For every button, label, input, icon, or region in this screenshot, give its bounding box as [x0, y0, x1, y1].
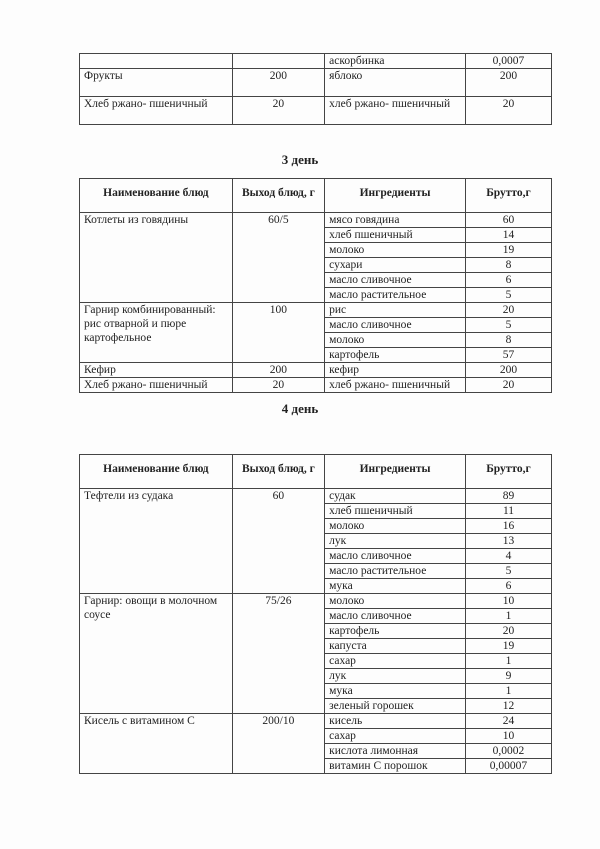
top-continuation-table — [79, 53, 552, 125]
ingredient-cell: масло сливочное — [325, 273, 466, 288]
dish-cell: Фрукты — [80, 69, 233, 97]
header-gross: Брутто,г — [465, 455, 551, 489]
dish-name-cell: Тефтели из судака — [80, 489, 233, 594]
table-row — [80, 594, 552, 609]
gross-cell: 19 — [465, 243, 551, 258]
ingredient-cell: лук — [325, 669, 466, 684]
gross-cell: 8 — [465, 333, 551, 348]
gross-cell: 9 — [465, 669, 551, 684]
yield-cell: 200 — [232, 69, 324, 97]
gross-cell: 200 — [465, 363, 551, 378]
day3-title: 3 день — [281, 152, 319, 167]
table-row — [80, 54, 552, 69]
gross-cell: 57 — [465, 348, 551, 363]
header-gross: Брутто,г — [465, 179, 551, 213]
ingredient-cell: мука — [325, 684, 466, 699]
ingredient-cell: судак — [325, 489, 466, 504]
gross-cell: 24 — [465, 714, 551, 729]
table-row — [80, 303, 552, 318]
day4-body — [80, 489, 552, 774]
ingredient-cell: кефир — [325, 363, 466, 378]
gross-cell: 14 — [465, 228, 551, 243]
gross-cell: 13 — [465, 534, 551, 549]
ingredient-cell: витамин С порошок — [325, 759, 466, 774]
ingredient-cell: кисель — [325, 714, 466, 729]
ingredient-cell: хлеб пшеничный — [325, 504, 466, 519]
ingredient-cell: масло сливочное — [325, 549, 466, 564]
ingredient-cell: молоко — [325, 519, 466, 534]
ingredient-cell: лук — [325, 534, 466, 549]
gross-cell: 1 — [465, 684, 551, 699]
gross-cell: 0,00007 — [465, 759, 551, 774]
ingredient-cell: сахар — [325, 654, 466, 669]
yield-cell — [232, 54, 324, 69]
dish-name-cell: Гарнир комбинированный: рис отварной и пюре картофельное — [80, 303, 233, 363]
gross-cell: 0,0002 — [465, 744, 551, 759]
header-dish: Наименование блюд — [80, 179, 233, 213]
dish-yield-cell: 60 — [232, 489, 324, 594]
header-ingredients: Ингредиенты — [325, 455, 466, 489]
dish-name-cell: Котлеты из говядины — [80, 213, 233, 303]
gross-cell: 20 — [465, 378, 551, 393]
ingredient-cell: сухари — [325, 258, 466, 273]
ingredient-cell: зеленый горошек — [325, 699, 466, 714]
dish-name-cell: Гарнир: овощи в молочном соусе — [80, 594, 233, 714]
dish-name-cell: Кефир — [80, 363, 233, 378]
day3-menu-table — [79, 178, 552, 393]
ingredient-cell: хлеб пшеничный — [325, 228, 466, 243]
dish-yield-cell: 20 — [232, 378, 324, 393]
table-row — [80, 489, 552, 504]
header-dish: Наименование блюд — [80, 455, 233, 489]
gross-cell: 6 — [465, 273, 551, 288]
gross-cell: 19 — [465, 639, 551, 654]
ingredient-cell: мука — [325, 579, 466, 594]
gross-cell: 20 — [465, 303, 551, 318]
ingredient-cell: хлеб ржано- пшеничный — [325, 378, 466, 393]
ingredient-cell: хлеб ржано- пшеничный — [325, 97, 466, 125]
table-row — [80, 97, 552, 125]
dish-yield-cell: 60/5 — [232, 213, 324, 303]
gross-cell: 5 — [465, 564, 551, 579]
yield-cell: 20 — [232, 97, 324, 125]
ingredient-cell: рис — [325, 303, 466, 318]
dish-yield-cell: 100 — [232, 303, 324, 363]
gross-cell: 1 — [465, 654, 551, 669]
ingredient-cell: масло сливочное — [325, 318, 466, 333]
dish-name-cell: Кисель с витамином С — [80, 714, 233, 774]
gross-cell: 0,0007 — [465, 54, 551, 69]
gross-cell: 10 — [465, 594, 551, 609]
gross-cell: 8 — [465, 258, 551, 273]
dish-yield-cell: 200/10 — [232, 714, 324, 774]
ingredient-cell: масло растительное — [325, 288, 466, 303]
ingredient-cell: картофель — [325, 624, 466, 639]
ingredient-cell: яблоко — [325, 69, 466, 97]
table-row — [80, 363, 552, 378]
ingredient-cell: аскорбинка — [325, 54, 466, 69]
day4-title: 4 день — [281, 401, 319, 416]
ingredient-cell: молоко — [325, 333, 466, 348]
gross-cell: 5 — [465, 288, 551, 303]
gross-cell: 11 — [465, 504, 551, 519]
table-row — [80, 213, 552, 228]
dish-cell — [80, 54, 233, 69]
day3-body — [80, 213, 552, 393]
gross-cell: 20 — [465, 624, 551, 639]
dish-yield-cell: 200 — [232, 363, 324, 378]
ingredient-cell: масло растительное — [325, 564, 466, 579]
gross-cell: 6 — [465, 579, 551, 594]
ingredient-cell: картофель — [325, 348, 466, 363]
gross-cell: 5 — [465, 318, 551, 333]
gross-cell: 12 — [465, 699, 551, 714]
table-header-row — [80, 455, 552, 489]
ingredient-cell: сахар — [325, 729, 466, 744]
ingredient-cell: молоко — [325, 594, 466, 609]
header-yield: Выход блюд, г — [232, 455, 324, 489]
gross-cell: 1 — [465, 609, 551, 624]
ingredient-cell: масло сливочное — [325, 609, 466, 624]
header-yield: Выход блюд, г — [232, 179, 324, 213]
gross-cell: 60 — [465, 213, 551, 228]
table-row — [80, 714, 552, 729]
gross-cell: 4 — [465, 549, 551, 564]
gross-cell: 20 — [465, 97, 551, 125]
gross-cell: 200 — [465, 69, 551, 97]
dish-yield-cell: 75/26 — [232, 594, 324, 714]
table-row — [80, 378, 552, 393]
dish-cell: Хлеб ржано- пшеничный — [80, 97, 233, 125]
table-row — [80, 69, 552, 97]
header-ingredients: Ингредиенты — [325, 179, 466, 213]
table-header-row — [80, 179, 552, 213]
ingredient-cell: капуста — [325, 639, 466, 654]
dish-name-cell: Хлеб ржано- пшеничный — [80, 378, 233, 393]
day4-menu-table — [79, 454, 552, 774]
ingredient-cell: кислота лимонная — [325, 744, 466, 759]
ingredient-cell: молоко — [325, 243, 466, 258]
gross-cell: 10 — [465, 729, 551, 744]
gross-cell: 89 — [465, 489, 551, 504]
ingredient-cell: мясо говядина — [325, 213, 466, 228]
gross-cell: 16 — [465, 519, 551, 534]
